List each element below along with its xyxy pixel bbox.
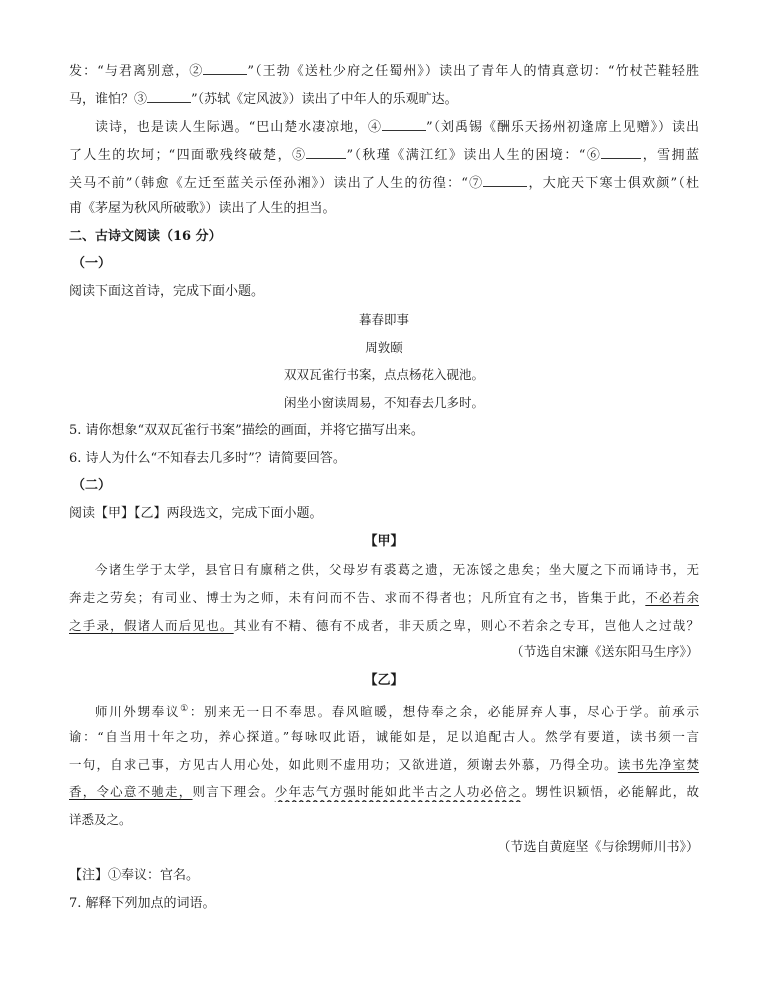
underlined-text: 读书先净室焚 — [617, 757, 699, 772]
poem-line: 双双瓦雀行书案，点点杨花入砚池。 — [283, 367, 484, 382]
text-line — [95, 116, 699, 138]
fill-blank[interactable] — [147, 88, 191, 103]
fill-blank[interactable] — [382, 116, 426, 131]
poem-line: 闲坐小窗读周易，不知春去几多时。 — [283, 395, 484, 410]
passage-line: 谕：“自当用十年之功，养心探道。”每咏叹此语，诚能如是，足以追配古人。然学有要道，读书须一言 — [69, 729, 699, 744]
passage-source: （节选自黄庭坚《与徐甥师川书》） — [497, 840, 699, 855]
footnote-marker: ① — [180, 704, 190, 714]
passage-line — [69, 616, 699, 636]
underlined-text: 之手录，假诸人而后见也。 — [69, 618, 234, 633]
underlined-text: 不必若余 — [645, 590, 699, 605]
passage-line — [95, 699, 699, 722]
passage-label-yi: 【乙】 — [364, 673, 404, 688]
instruction: 阅读下面这首诗，完成下面小题。 — [69, 284, 265, 299]
text: 奔走之劳矣；有司业、博士为之师，未有问而不告、求而不得者也；凡所宜有之书，皆集于此， — [69, 590, 646, 605]
passage-label-jia: 【甲】 — [364, 534, 404, 549]
text: ”（苏轼《定风波》）读出了中年人的乐观旷达。 — [191, 92, 458, 107]
text: 马，谁怕？ — [69, 92, 135, 107]
poem-title: 暮春即事 — [358, 312, 409, 327]
fill-blank[interactable] — [601, 144, 641, 159]
question-5: 5. 请你想象“双双瓦雀行书案”描绘的画面，并将它描写出来。 — [69, 423, 424, 438]
text: 读诗，也是读人生际遇。“巴山楚水凄凉地， — [95, 120, 368, 135]
wavy-underlined-text: 少年志气方强时能如此半古之人功必倍之 — [274, 784, 522, 799]
passage-line — [69, 782, 699, 802]
footnote: 【注】①奉议：官名。 — [69, 868, 200, 883]
text: ：别来无一日不奉思。春风暄暖，想侍奉之余，必能屏弃人事，尽心于学。前承示 — [189, 704, 699, 720]
passage-line — [69, 755, 699, 775]
blank-number: ③ — [134, 92, 148, 107]
text: 其业有不精、德有不成者，非天质之卑，则心不若余之专耳，岂他人之过哉？ — [233, 618, 699, 633]
text-line: 甫《茅屋为秋风所破歌》）读出了人生的担当。 — [69, 201, 336, 216]
blank-number: ② — [189, 64, 204, 79]
text-line — [69, 88, 699, 110]
fill-blank[interactable] — [306, 144, 346, 159]
text: ”（刘禹锡《酬乐天扬州初逢席上见赠》）读出 — [425, 120, 699, 135]
blank-number: ⑥ — [585, 148, 602, 163]
passage-line: 今诸生学于太学，县官日有廪稍之供，父母岁有裘葛之遗，无冻馁之患矣；坐大厦之下而诵诗书，无 — [95, 562, 699, 577]
text-line — [69, 60, 699, 82]
blank-number: ⑦ — [467, 176, 484, 191]
blank-number: ④ — [368, 120, 382, 135]
passage-line: 详悉及之。 — [69, 812, 132, 827]
text-line — [69, 144, 699, 166]
text: 。甥性识颖悟，必能解此，故 — [521, 784, 699, 799]
text: 发：“与君离别意， — [69, 64, 190, 79]
passage-line — [69, 588, 699, 608]
fill-blank[interactable] — [483, 172, 527, 187]
question-7: 7. 解释下列加点的词语。 — [69, 896, 216, 911]
part-label: （二） — [72, 478, 112, 493]
part-label: （一） — [72, 256, 112, 271]
question-6: 6. 诗人为什么“不知春去几多时”？请简要回答。 — [69, 451, 346, 466]
poem-author: 周敦颐 — [365, 340, 403, 355]
underlined-text: 香，令心意不驰走， — [69, 784, 193, 799]
text: 了人生的坎坷；“四面歌残终破楚， — [69, 148, 292, 163]
instruction: 阅读【甲】【乙】两段选文，完成下面小题。 — [69, 506, 323, 521]
text: ”（秋瑾《满江红》读出人生的困境：“ — [346, 148, 586, 163]
text-line — [69, 172, 699, 194]
text: 则言下理会。 — [192, 784, 275, 799]
section-heading: 二、古诗文阅读（16 分） — [69, 229, 222, 244]
text: ，雪拥蓝 — [641, 148, 699, 163]
fill-blank[interactable] — [203, 60, 247, 75]
passage-source: （节选自宋濂《送东阳马生序》） — [510, 645, 699, 660]
text: ”（王勃《送杜少府之任蜀州》）读出了青年人的情真意切：“竹杖芒鞋轻胜 — [247, 64, 699, 79]
blank-number: ⑤ — [292, 148, 307, 163]
text: 师川外甥奉议 — [95, 704, 181, 720]
text: ，大庇天下寒士俱欢颜”（杜 — [527, 176, 699, 191]
text: 一句，自求己事，方见古人用心处，如此则不虚用功；又欲进道，须谢去外慕，乃得全功。 — [69, 757, 618, 772]
text: 关马不前”（韩愈《左迁至蓝关示侄孙湘》）读出了人生的彷徨：“ — [69, 176, 468, 191]
